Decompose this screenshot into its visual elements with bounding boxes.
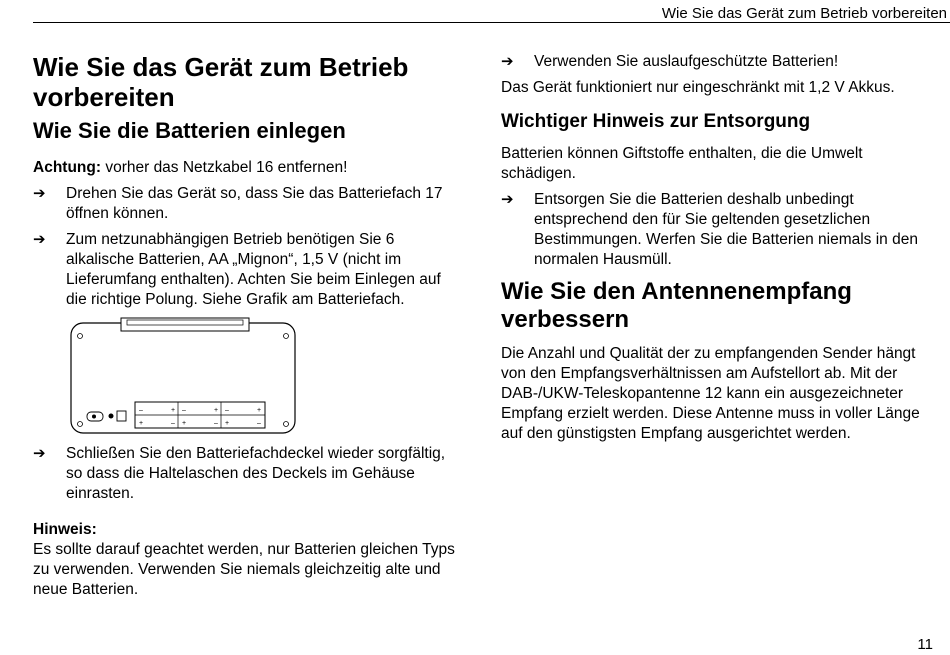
bullet-text: Verwenden Sie auslaufgeschützte Batterien! — [534, 53, 839, 70]
bullet-text: Zum netzunabhängigen Betrieb benötigen Sie 6 alkalische Batterien, AA „Mignon“, 1,5 V (nicht im Lieferumfang enthalten). Achten Sie beim Einlegen auf die richtige Polung. Siehe Grafik am Batteriefach. — [66, 231, 441, 308]
polarity-minus: – — [225, 407, 229, 414]
arrow-bullet-icon: ➔ — [33, 231, 46, 248]
warning-paragraph — [33, 158, 458, 178]
bullet-item — [501, 52, 933, 72]
running-head: Wie Sie das Gerät zum Betrieb vorbereiten — [661, 5, 947, 22]
bullet-item — [501, 190, 933, 270]
bullet-item — [33, 444, 458, 504]
switch-knob — [92, 415, 96, 419]
disposal-paragraph: Batterien können Giftstoffe enthalten, die die Umwelt schädigen. — [501, 145, 863, 182]
polarity-plus: + — [214, 407, 219, 414]
arrow-bullet-icon: ➔ — [33, 185, 46, 202]
accu-paragraph: Das Gerät funktioniert nur eingeschränkt mit 1,2 V Akkus. — [501, 79, 895, 96]
page-number: 11 — [917, 636, 933, 653]
arrow-bullet-icon: ➔ — [33, 445, 46, 462]
polarity-minus: – — [171, 420, 175, 427]
header-rule — [33, 22, 950, 23]
bullet-text: Schließen Sie den Batteriefachdeckel wieder sorgfältig, so dass die Haltelaschen des Deckels im Gehäuse einrasten. — [66, 445, 446, 502]
bullet-text: Drehen Sie das Gerät so, dass Sie das Batteriefach 17 öffnen können. — [66, 185, 443, 222]
section-heading-antenna: Wie Sie den Antennenempfang verbessern — [501, 278, 852, 333]
bullet-item — [33, 230, 458, 310]
antenna-paragraph: Die Anzahl und Qualität der zu empfangenden Sender hängt von den Empfangsverhältnissen am Aufstellort ab. Mit der DAB-/UKW-Teleskopantenne 12 kann ein ausgezeichneter Empfang erzielt werden. Diese Antenne muss in voller Länge auf den günstigsten Empfang ausgerichtet werden. — [501, 345, 920, 442]
polarity-plus: + — [139, 420, 144, 427]
section-heading-batteries: Wie Sie die Batterien einlegen — [33, 118, 346, 143]
warning-label: Achtung: — [33, 159, 102, 176]
polarity-plus: + — [182, 420, 187, 427]
section-heading-disposal: Wichtiger Hinweis zur Entsorgung — [501, 111, 811, 132]
dc-socket-icon — [109, 414, 114, 419]
device-back-drawing — [69, 316, 299, 436]
polarity-plus: + — [225, 420, 230, 427]
arrow-bullet-icon: ➔ — [501, 191, 514, 208]
polarity-minus: – — [139, 407, 143, 414]
arrow-bullet-icon: ➔ — [501, 53, 514, 70]
page-title: Wie Sie das Gerät zum Betrieb vorbereiten — [33, 52, 409, 112]
note-label: Hinweis: — [33, 521, 97, 538]
bullet-text: Entsorgen Sie die Batterien deshalb unbedingt entsprechend den für Sie geltenden gesetzlichen Bestimmungen. Werfen Sie die Batterien niemals in den normalen Hausmüll. — [534, 191, 918, 268]
bullet-item — [33, 184, 458, 224]
polarity-minus: – — [214, 420, 218, 427]
polarity-minus: – — [257, 420, 261, 427]
left-column — [33, 52, 458, 606]
polarity-plus: + — [257, 407, 262, 414]
right-column — [501, 52, 933, 450]
warning-text: vorher das Netzkabel 16 entfernen! — [101, 159, 348, 176]
polarity-minus: – — [182, 407, 186, 414]
polarity-plus: + — [171, 407, 176, 414]
note-text: Es sollte darauf geachtet werden, nur Batterien gleichen Typs zu verwenden. Verwenden Sie niemals gleichzeitig alte und neue Batterien. — [33, 541, 455, 598]
battery-compartment-illustration — [69, 316, 458, 436]
